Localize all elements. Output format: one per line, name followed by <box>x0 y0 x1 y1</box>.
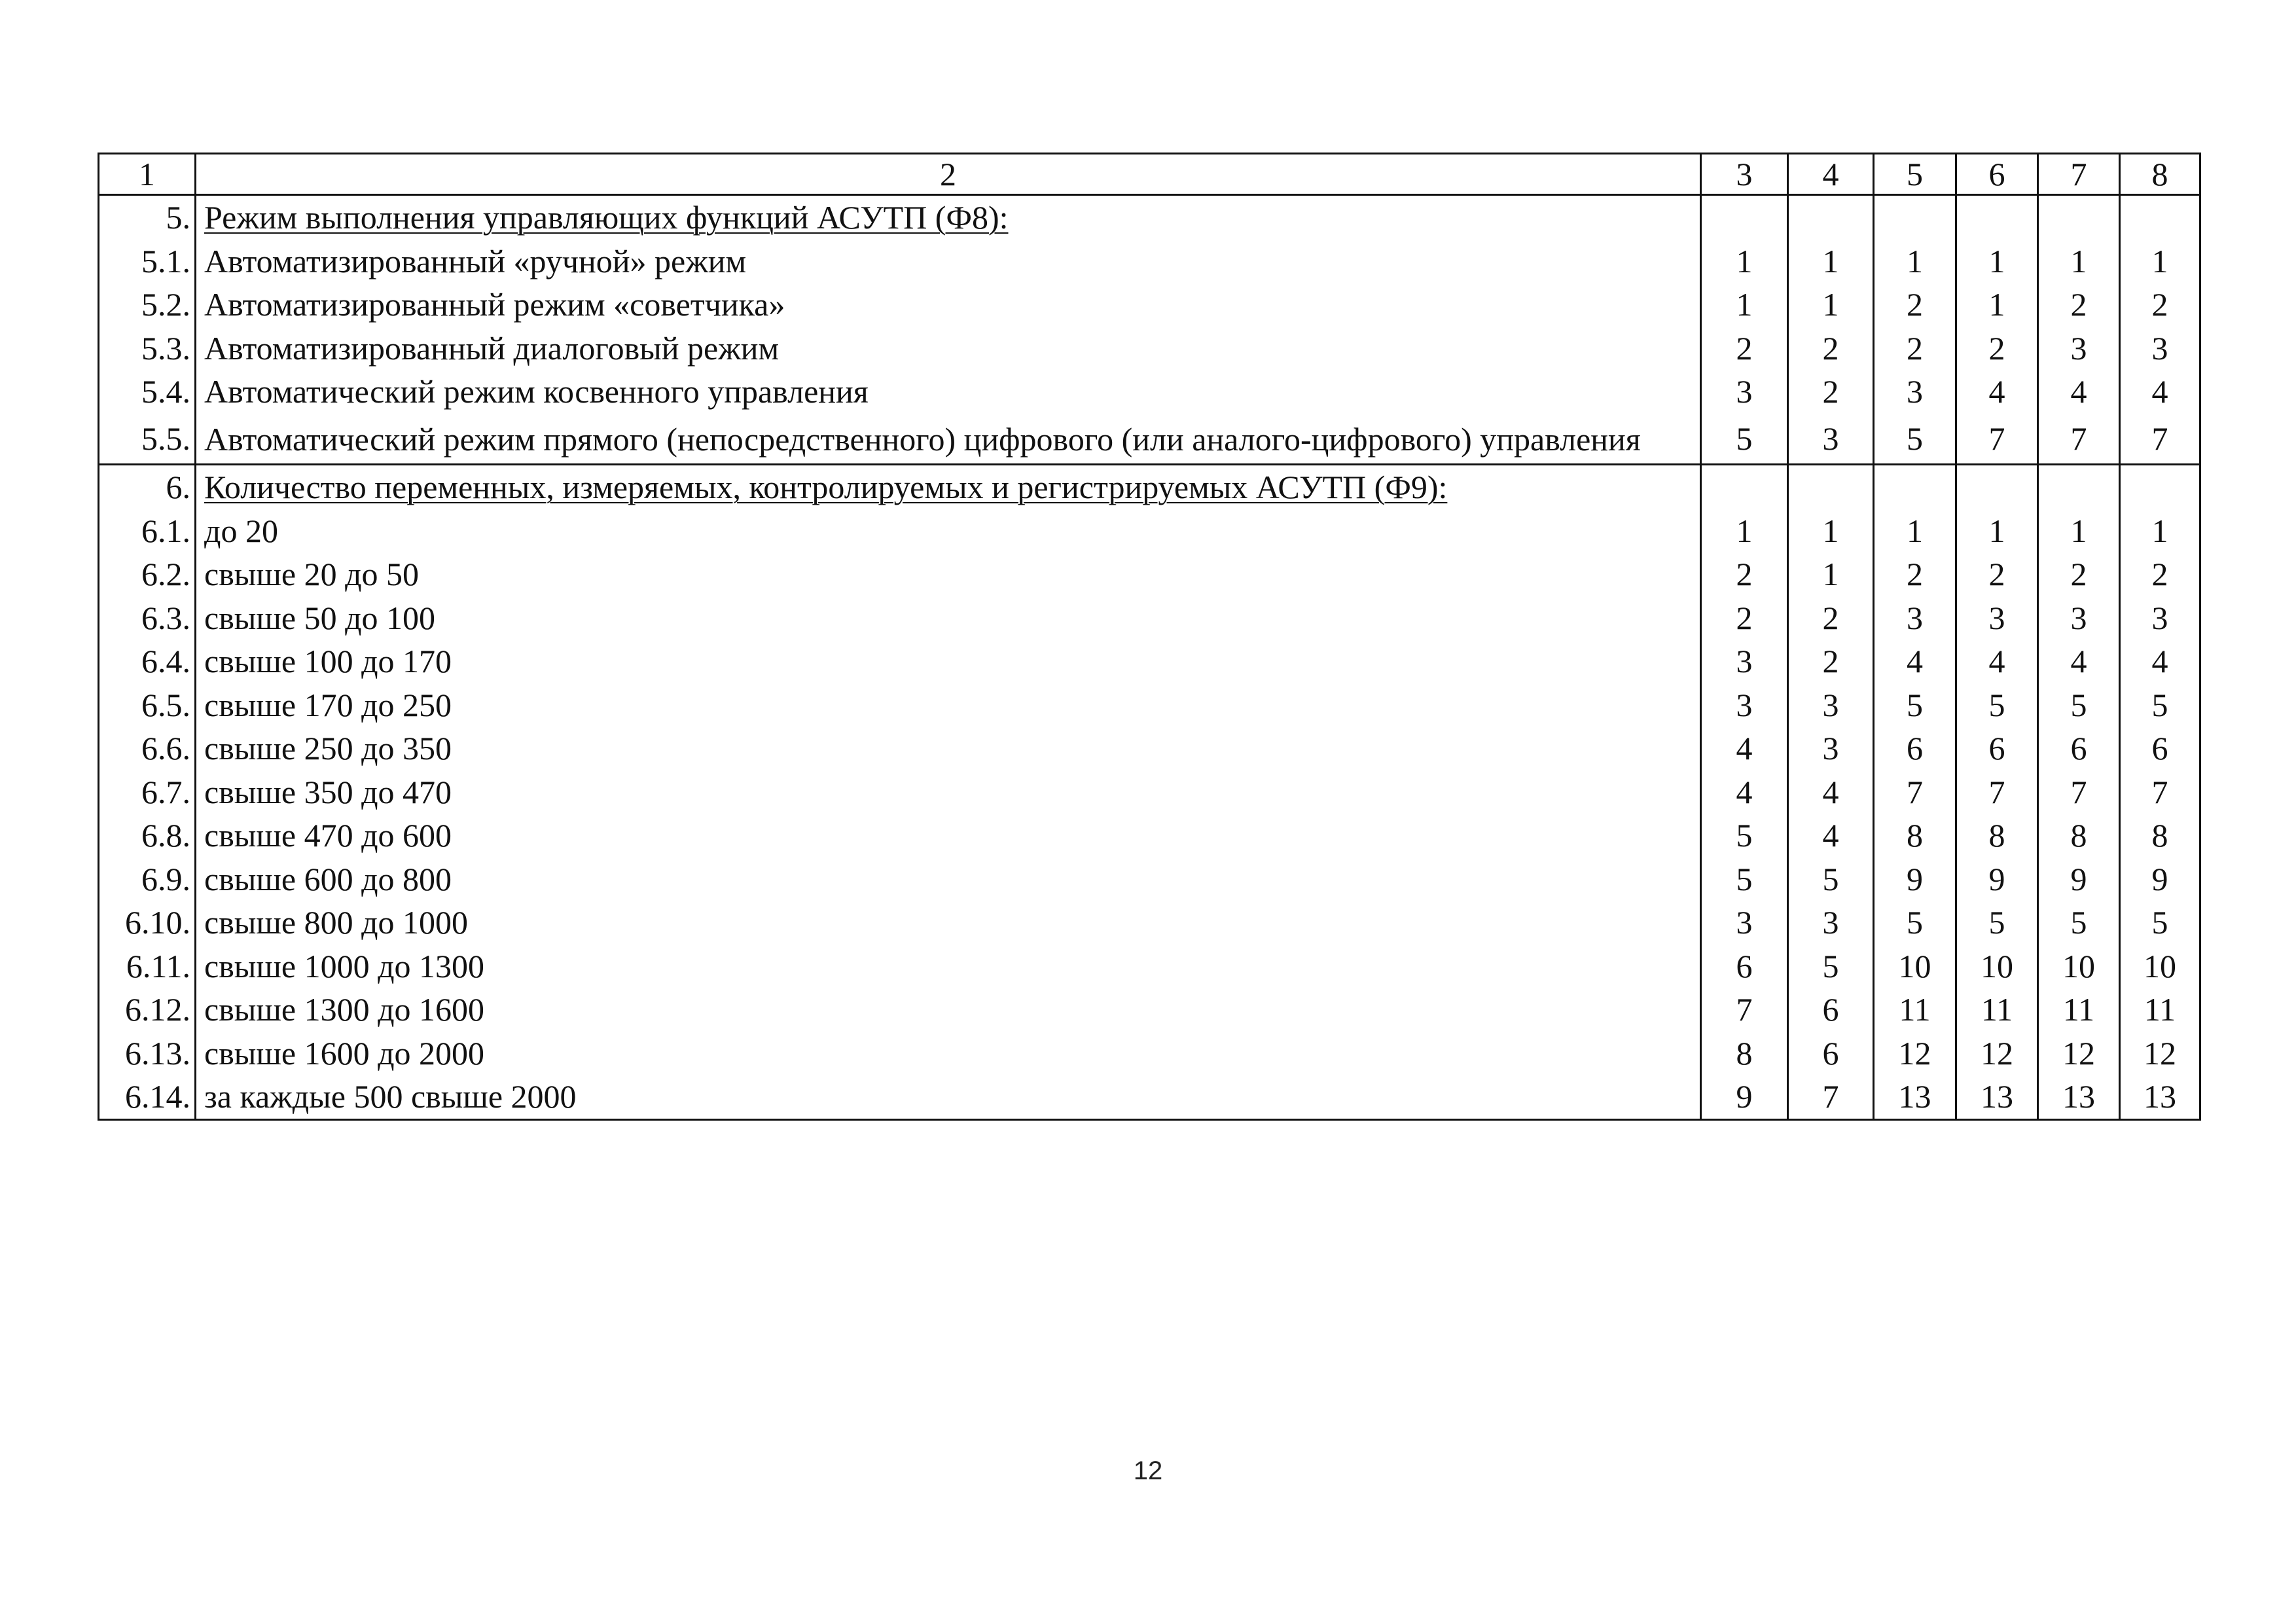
row-number: 6.2. <box>99 552 196 596</box>
value-cell: 3 <box>1788 727 1874 770</box>
value-cell: 2 <box>1701 596 1788 640</box>
value-cell: 6 <box>1788 988 1874 1032</box>
table-row <box>99 770 2200 814</box>
value-cell: 7 <box>2120 414 2200 465</box>
table-row <box>99 640 2200 683</box>
value-cell: 1 <box>1788 240 1874 283</box>
section-title-cell <box>196 465 1701 509</box>
value-cell: 13 <box>2038 1075 2120 1119</box>
value-cell: 1 <box>1956 240 2038 283</box>
table-row <box>99 683 2200 727</box>
value-cell: 5 <box>1701 414 1788 465</box>
value-cell: 5 <box>2120 683 2200 727</box>
value-cell: 2 <box>1788 640 1874 683</box>
value-cell: 1 <box>1874 509 1956 553</box>
value-cell: 4 <box>1956 370 2038 414</box>
value-cell: 8 <box>2038 814 2120 857</box>
section-row <box>99 465 2200 509</box>
table-row <box>99 240 2200 283</box>
value-cell: 6 <box>1956 727 2038 770</box>
value-cell: 2 <box>1874 552 1956 596</box>
row-number: 6.14. <box>99 1075 196 1119</box>
value-cell: 5 <box>1874 901 1956 945</box>
column-header: 4 <box>1788 154 1874 195</box>
value-cell: 11 <box>2038 988 2120 1032</box>
value-cell <box>2038 465 2120 509</box>
row-number: 6.9. <box>99 857 196 901</box>
row-label: свыше 170 до 250 <box>196 683 1701 727</box>
row-number: 6.1. <box>99 509 196 553</box>
page-number: 12 <box>1133 1456 1163 1485</box>
value-cell: 7 <box>1788 1075 1874 1119</box>
value-cell: 9 <box>1701 1075 1788 1119</box>
row-number: 6.5. <box>99 683 196 727</box>
value-cell: 5 <box>1874 414 1956 465</box>
value-cell: 1 <box>1956 283 2038 327</box>
column-header: 6 <box>1956 154 2038 195</box>
value-cell: 3 <box>2120 327 2200 370</box>
section-number: 5. <box>99 195 196 240</box>
value-cell: 3 <box>1956 596 2038 640</box>
row-label: свыше 1300 до 1600 <box>196 988 1701 1032</box>
value-cell: 1 <box>1701 509 1788 553</box>
value-cell: 5 <box>1788 857 1874 901</box>
value-cell: 1 <box>1788 552 1874 596</box>
row-number: 6.12. <box>99 988 196 1032</box>
value-cell: 5 <box>2120 901 2200 945</box>
value-cell <box>2120 195 2200 240</box>
value-cell <box>2120 465 2200 509</box>
value-cell: 3 <box>1701 370 1788 414</box>
value-cell: 10 <box>2038 945 2120 988</box>
value-cell: 2 <box>1788 370 1874 414</box>
row-label: до 20 <box>196 509 1701 553</box>
value-cell: 3 <box>1874 596 1956 640</box>
row-label: Автоматический режим прямого (непосредственного) цифрового (или аналого-цифрового) управления <box>196 414 1701 465</box>
value-cell <box>1874 465 1956 509</box>
value-cell <box>1701 195 1788 240</box>
value-cell: 4 <box>2120 640 2200 683</box>
value-cell: 3 <box>1788 901 1874 945</box>
value-cell: 7 <box>2120 770 2200 814</box>
table-row <box>99 857 2200 901</box>
section-number: 6. <box>99 465 196 509</box>
column-header: 8 <box>2120 154 2200 195</box>
table-row <box>99 370 2200 414</box>
row-label: Автоматизированный диалоговый режим <box>196 327 1701 370</box>
value-cell: 12 <box>2120 1032 2200 1075</box>
value-cell <box>1956 465 2038 509</box>
value-cell: 3 <box>1701 640 1788 683</box>
value-cell: 1 <box>1874 240 1956 283</box>
value-cell: 12 <box>1956 1032 2038 1075</box>
row-label: свыше 20 до 50 <box>196 552 1701 596</box>
value-cell: 13 <box>1956 1075 2038 1119</box>
table-header-row <box>99 154 2200 195</box>
row-number: 5.5. <box>99 414 196 465</box>
value-cell: 13 <box>2120 1075 2200 1119</box>
value-cell: 7 <box>1956 770 2038 814</box>
value-cell: 4 <box>1701 727 1788 770</box>
value-cell: 1 <box>1788 283 1874 327</box>
value-cell: 12 <box>2038 1032 2120 1075</box>
row-label: свыше 100 до 170 <box>196 640 1701 683</box>
row-number: 5.4. <box>99 370 196 414</box>
value-cell: 2 <box>2120 283 2200 327</box>
table-row <box>99 1032 2200 1075</box>
value-cell: 2 <box>1701 552 1788 596</box>
value-cell: 5 <box>1874 683 1956 727</box>
value-cell: 3 <box>1874 370 1956 414</box>
value-cell: 8 <box>1701 1032 1788 1075</box>
value-cell: 4 <box>2038 640 2120 683</box>
row-label: Автоматический режим косвенного управления <box>196 370 1701 414</box>
value-cell: 10 <box>2120 945 2200 988</box>
value-cell: 2 <box>1701 327 1788 370</box>
value-cell: 10 <box>1874 945 1956 988</box>
value-cell: 6 <box>2038 727 2120 770</box>
value-cell: 8 <box>2120 814 2200 857</box>
value-cell: 5 <box>1701 857 1788 901</box>
value-cell: 2 <box>1874 327 1956 370</box>
row-number: 6.8. <box>99 814 196 857</box>
row-label: свыше 50 до 100 <box>196 596 1701 640</box>
value-cell: 4 <box>1874 640 1956 683</box>
row-number: 5.1. <box>99 240 196 283</box>
value-cell <box>2038 195 2120 240</box>
row-number: 6.7. <box>99 770 196 814</box>
row-label: Автоматизированный «ручной» режим <box>196 240 1701 283</box>
value-cell: 1 <box>2038 509 2120 553</box>
value-cell <box>1701 465 1788 509</box>
value-cell: 5 <box>1956 683 2038 727</box>
table-row <box>99 901 2200 945</box>
column-header: 1 <box>99 154 196 195</box>
row-number: 6.11. <box>99 945 196 988</box>
value-cell: 3 <box>2038 596 2120 640</box>
value-cell: 1 <box>2038 240 2120 283</box>
value-cell: 13 <box>1874 1075 1956 1119</box>
table-row <box>99 988 2200 1032</box>
value-cell: 5 <box>1701 814 1788 857</box>
value-cell: 8 <box>1956 814 2038 857</box>
value-cell: 2 <box>1956 552 2038 596</box>
coefficient-table <box>98 153 2201 1121</box>
value-cell: 3 <box>1788 414 1874 465</box>
value-cell: 6 <box>1788 1032 1874 1075</box>
value-cell: 7 <box>1701 988 1788 1032</box>
table-row <box>99 414 2200 465</box>
table-row <box>99 945 2200 988</box>
value-cell: 5 <box>1956 901 2038 945</box>
table-row <box>99 1075 2200 1119</box>
value-cell: 2 <box>1788 596 1874 640</box>
value-cell: 5 <box>1788 945 1874 988</box>
table-row <box>99 552 2200 596</box>
column-header: 7 <box>2038 154 2120 195</box>
row-label: свыше 250 до 350 <box>196 727 1701 770</box>
row-number: 6.6. <box>99 727 196 770</box>
value-cell: 2 <box>1788 327 1874 370</box>
row-number: 6.4. <box>99 640 196 683</box>
value-cell: 7 <box>1956 414 2038 465</box>
value-cell: 4 <box>1788 814 1874 857</box>
row-number: 6.13. <box>99 1032 196 1075</box>
row-label: за каждые 500 свыше 2000 <box>196 1075 1701 1119</box>
row-number: 6.3. <box>99 596 196 640</box>
value-cell: 5 <box>2038 901 2120 945</box>
table-body <box>99 154 2200 1120</box>
value-cell: 1 <box>1956 509 2038 553</box>
value-cell: 9 <box>2120 857 2200 901</box>
value-cell: 11 <box>2120 988 2200 1032</box>
value-cell: 2 <box>1874 283 1956 327</box>
value-cell: 11 <box>1956 988 2038 1032</box>
row-label: свыше 470 до 600 <box>196 814 1701 857</box>
value-cell: 2 <box>2038 283 2120 327</box>
value-cell: 1 <box>1701 283 1788 327</box>
value-cell: 9 <box>1956 857 2038 901</box>
value-cell: 4 <box>1701 770 1788 814</box>
value-cell: 6 <box>1874 727 1956 770</box>
value-cell <box>1788 195 1874 240</box>
value-cell: 11 <box>1874 988 1956 1032</box>
value-cell <box>1956 195 2038 240</box>
table-row <box>99 283 2200 327</box>
row-label: свыше 800 до 1000 <box>196 901 1701 945</box>
value-cell: 1 <box>2120 240 2200 283</box>
table-row <box>99 814 2200 857</box>
value-cell: 9 <box>1874 857 1956 901</box>
value-cell: 4 <box>2038 370 2120 414</box>
value-cell: 1 <box>2120 509 2200 553</box>
value-cell: 12 <box>1874 1032 1956 1075</box>
value-cell: 3 <box>1701 683 1788 727</box>
table-row <box>99 727 2200 770</box>
value-cell <box>1788 465 1874 509</box>
value-cell: 3 <box>2120 596 2200 640</box>
value-cell: 6 <box>2120 727 2200 770</box>
value-cell: 5 <box>2038 683 2120 727</box>
value-cell: 2 <box>2120 552 2200 596</box>
value-cell: 7 <box>1874 770 1956 814</box>
value-cell: 9 <box>2038 857 2120 901</box>
row-label: свыше 1000 до 1300 <box>196 945 1701 988</box>
table-row <box>99 509 2200 553</box>
column-header: 3 <box>1701 154 1788 195</box>
value-cell: 10 <box>1956 945 2038 988</box>
row-label: Автоматизированный режим «советчика» <box>196 283 1701 327</box>
section-title: Количество переменных, измеряемых, контролируемых и регистрируемых АСУТП (Ф9): <box>204 469 1448 506</box>
value-cell: 1 <box>1788 509 1874 553</box>
value-cell: 3 <box>1788 683 1874 727</box>
table-row <box>99 327 2200 370</box>
value-cell: 4 <box>1956 640 2038 683</box>
value-cell: 3 <box>2038 327 2120 370</box>
row-label: свыше 600 до 800 <box>196 857 1701 901</box>
row-number: 5.2. <box>99 283 196 327</box>
value-cell: 7 <box>2038 414 2120 465</box>
column-header: 5 <box>1874 154 1956 195</box>
row-label: свыше 350 до 470 <box>196 770 1701 814</box>
table-row <box>99 596 2200 640</box>
value-cell: 3 <box>1701 901 1788 945</box>
section-title-cell <box>196 195 1701 240</box>
section-title: Режим выполнения управляющих функций АСУТП (Ф8): <box>204 199 1009 236</box>
value-cell: 4 <box>1788 770 1874 814</box>
row-label: свыше 1600 до 2000 <box>196 1032 1701 1075</box>
value-cell: 2 <box>2038 552 2120 596</box>
section-row <box>99 195 2200 240</box>
row-number: 6.10. <box>99 901 196 945</box>
column-header: 2 <box>196 154 1701 195</box>
row-number: 5.3. <box>99 327 196 370</box>
value-cell: 7 <box>2038 770 2120 814</box>
value-cell: 8 <box>1874 814 1956 857</box>
value-cell: 1 <box>1701 240 1788 283</box>
value-cell <box>1874 195 1956 240</box>
value-cell: 2 <box>1956 327 2038 370</box>
value-cell: 6 <box>1701 945 1788 988</box>
value-cell: 4 <box>2120 370 2200 414</box>
